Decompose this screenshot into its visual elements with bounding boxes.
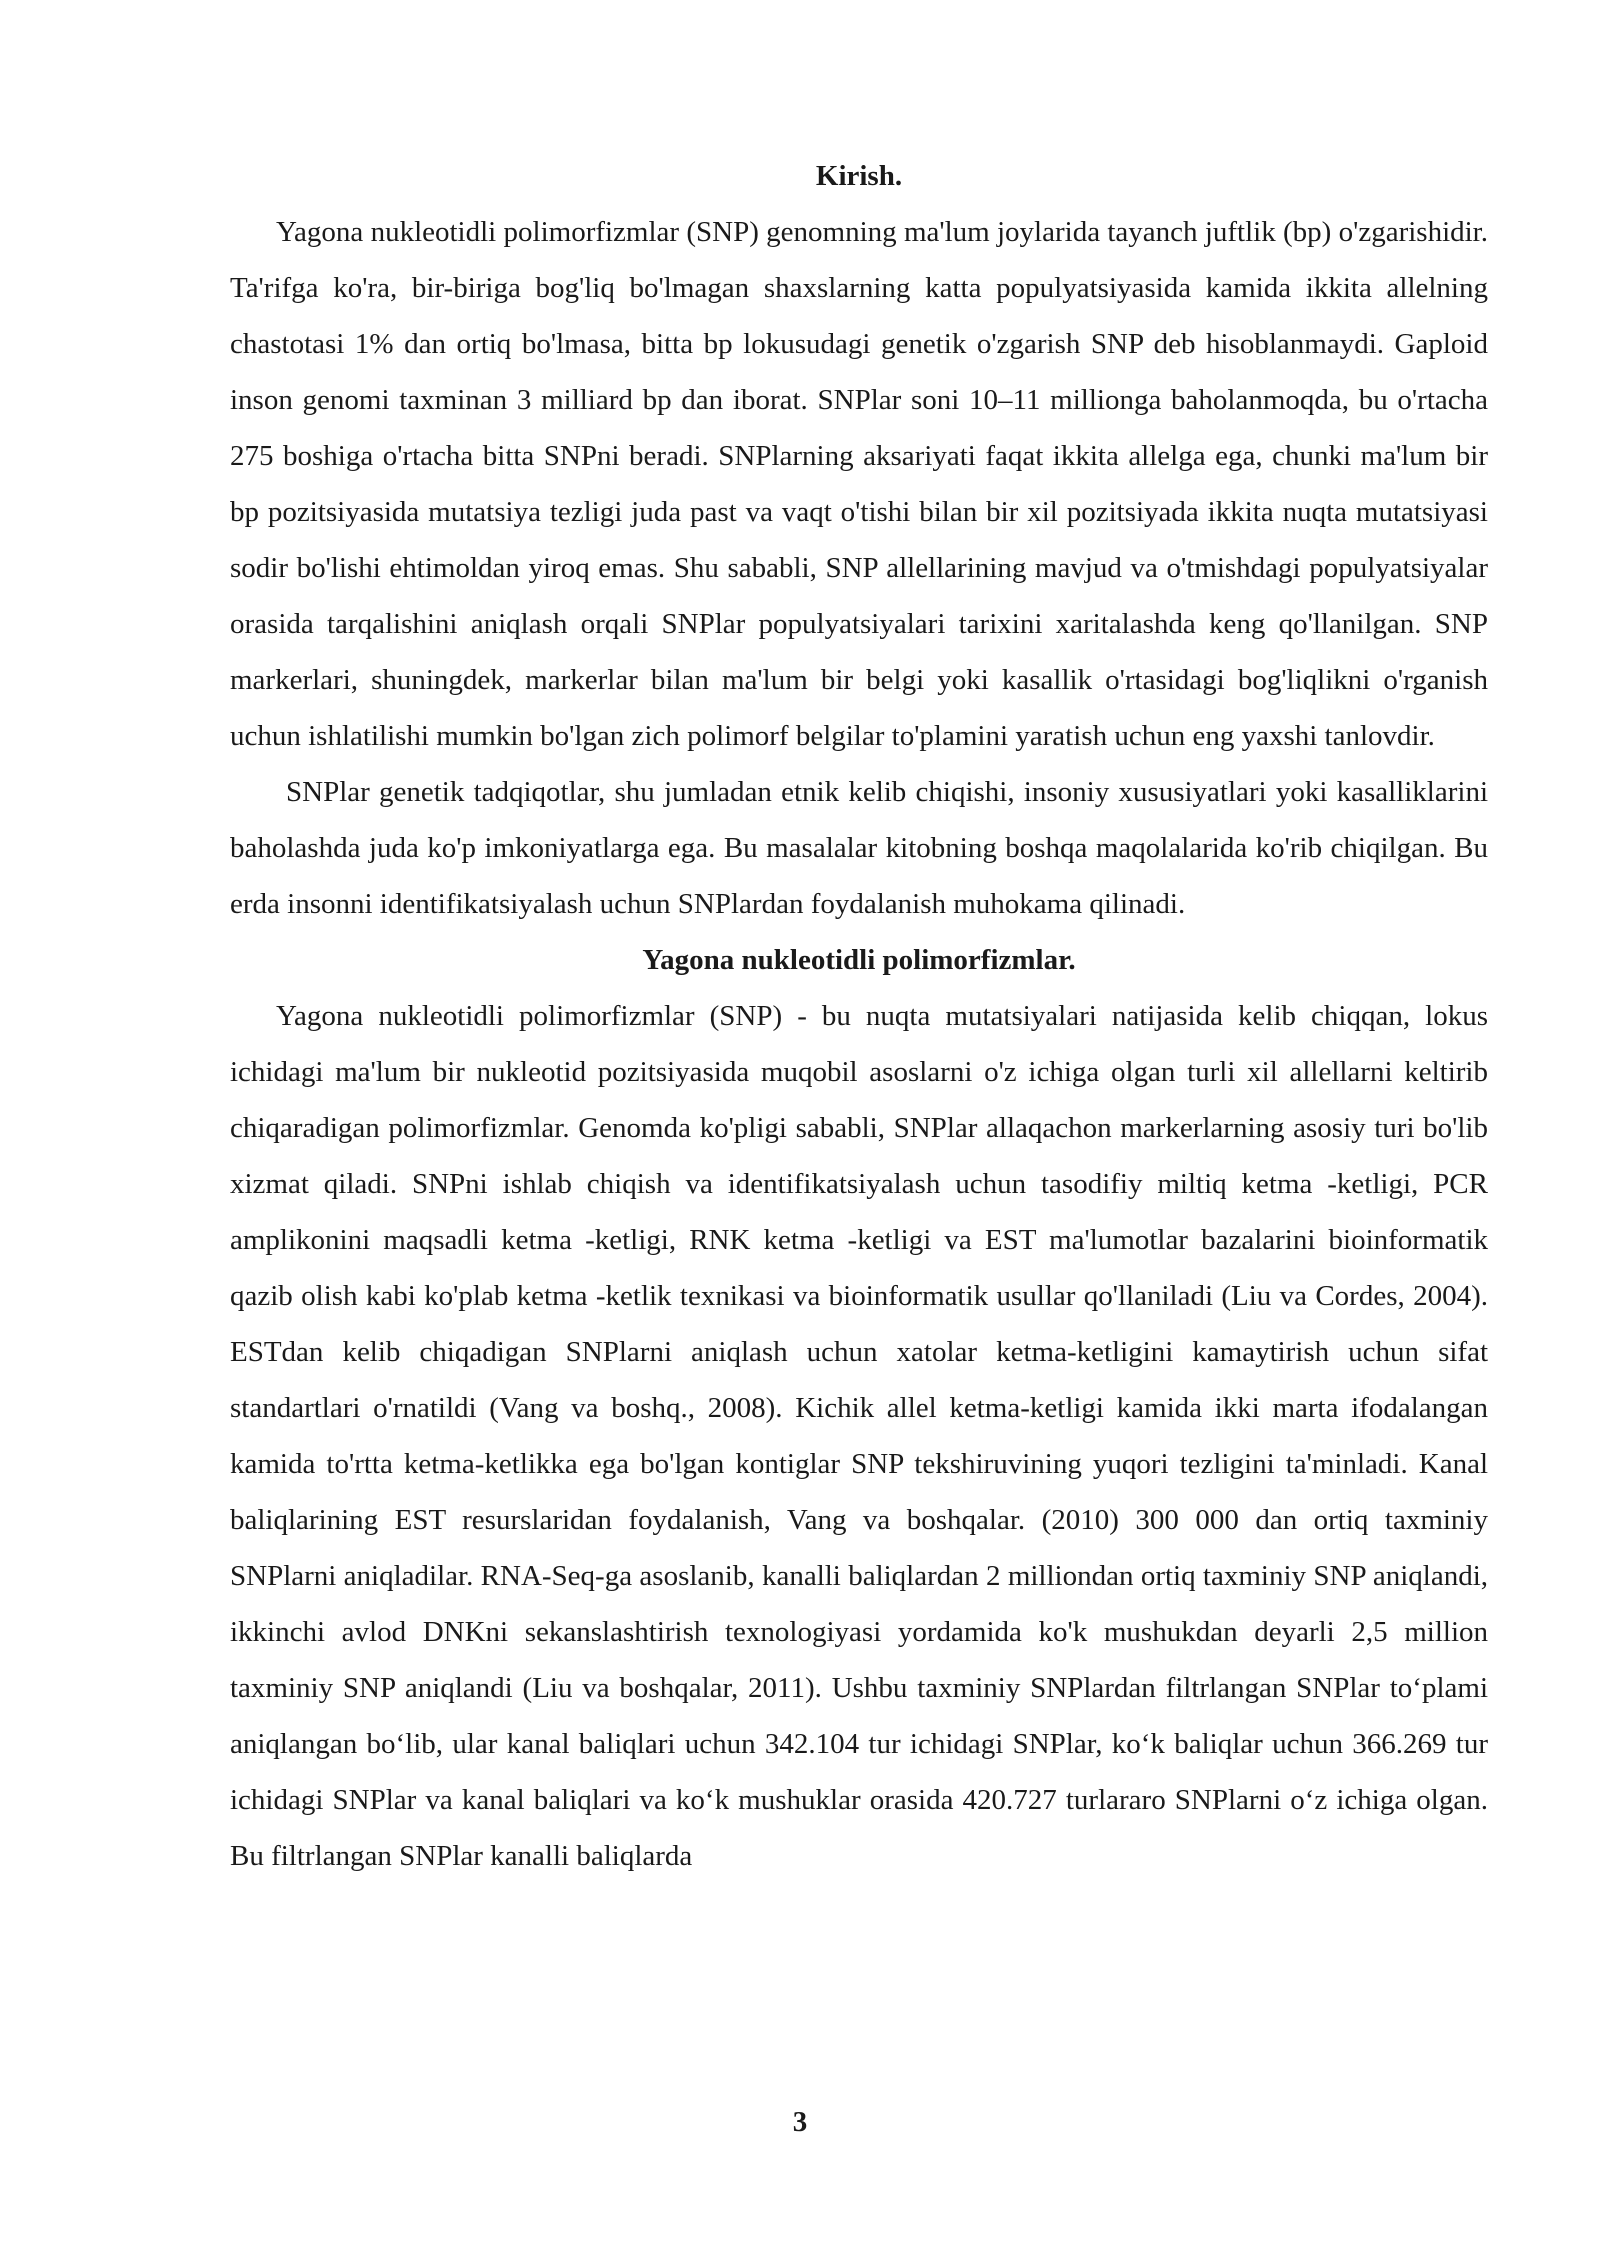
- section-heading-snp: Yagona nukleotidli polimorfizmlar.: [642, 944, 1076, 976]
- section-heading-intro: Kirish.: [815, 160, 903, 192]
- document-page: [230, 148, 1488, 1884]
- paragraph-intro-1: Yagona nukleotidli polimorfizmlar (SNP) genomning ma'lum joylarida tayanch juftlik (bp) o'zgarishidir. Ta'rifga ko'ra, bir-biriga bog'liq bo'lmagan shaxslarning katta populyatsiyasida kamida ikkita allelning chastotasi 1% dan ortiq bo'lmasa, bitta bp lokusudagi genetik o'zgarish SNP deb hisoblanmaydi. Gaploid inson genomi taxminan 3 milliard bp dan iborat. SNPlar soni 10–11 millionga baholanmoqda, bu o'rtacha 275 boshiga o'rtacha bitta SNPni beradi. SNPlarning aksariyati faqat ikkita allelga ega, chunki ma'lum bir bp pozitsiyasida mutatsiya tezligi juda past va vaqt o'tishi bilan bir xil pozitsiyada ikkita nuqta mutatsiyasi sodir bo'lishi ehtimoldan yiroq emas. Shu sababli, SNP allellarining mavjud va o'tmishdagi populyatsiyalar orasida tarqalishini aniqlash orqali SNPlar populyatsiyalari tarixini xaritalashda keng qo'llanilgan. SNP markerlari, shuningdek, markerlar bilan ma'lum bir belgi yoki kasallik o'rtasidagi bog'liqlikni o'rganish uchun ishlatilishi mumkin bo'lgan zich polimorf belgilar to'plamini yaratish uchun eng yaxshi tanlovdir.: [230, 216, 1488, 752]
- paragraph-snp-1: Yagona nukleotidli polimorfizmlar (SNP) - bu nuqta mutatsiyalari natijasida kelib chiqqan, lokus ichidagi ma'lum bir nukleotid pozitsiyasida muqobil asoslarni o'z ichiga olgan turli xil allellarni keltirib chiqaradigan polimorfizmlar. Genomda ko'pligi sababli, SNPlar allaqachon markerlarning asosiy turi bo'lib xizmat qiladi. SNPni ishlab chiqish va identifikatsiyalash uchun tasodifiy miltiq ketma -ketligi, PCR amplikonini maqsadli ketma -ketligi, RNK ketma -ketligi va EST ma'lumotlar bazalarini bioinformatik qazib olish kabi ko'plab ketma -ketlik texnikasi va bioinformatik usullar qo'llaniladi (Liu va Cordes, 2004). ESTdan kelib chiqadigan SNPlarni aniqlash uchun xatolar ketma-ketligini kamaytirish uchun sifat standartlari o'rnatildi (Vang va boshq., 2008). Kichik allel ketma-ketligi kamida ikki marta ifodalangan kamida to'rtta ketma-ketlikka ega bo'lgan kontiglar SNP tekshiruvining yuqori tezligini ta'minladi. Kanal baliqlarining EST resurslaridan foydalanish, Vang va boshqalar. (2010) 300 000 dan ortiq taxminiy SNPlarni aniqladilar. RNA-Seq-ga asoslanib, kanalli baliqlardan 2 milliondan ortiq taxminiy SNP aniqlandi, ikkinchi avlod DNKni sekanslashtirish texnologiyasi yordamida ko'k mushukdan deyarli 2,5 million taxminiy SNP aniqlandi (Liu va boshqalar, 2011). Ushbu taxminiy SNPlardan filtrlangan SNPlar to‘plami aniqlangan bo‘lib, ular kanal baliqlari uchun 342.104 tur ichidagi SNPlar, ko‘k baliqlar uchun 366.269 tur ichidagi SNPlar va kanal baliqlari va ko‘k mushuklar orasida 420.727 turlararo SNPlarni o‘z ichiga olgan. Bu filtrlangan SNPlar kanalli baliqlarda: [230, 1000, 1488, 1872]
- page-number: 3: [792, 2106, 808, 2138]
- paragraph-intro-2: SNPlar genetik tadqiqotlar, shu jumladan etnik kelib chiqishi, insoniy xususiyatlari yoki kasalliklarini baholashda juda ko'p imkoniyatlarga ega. Bu masalalar kitobning boshqa maqolalarida ko'rib chiqilgan. Bu erda insonni identifikatsiyalash uchun SNPlardan foydalanish muhokama qilinadi.: [230, 776, 1488, 920]
